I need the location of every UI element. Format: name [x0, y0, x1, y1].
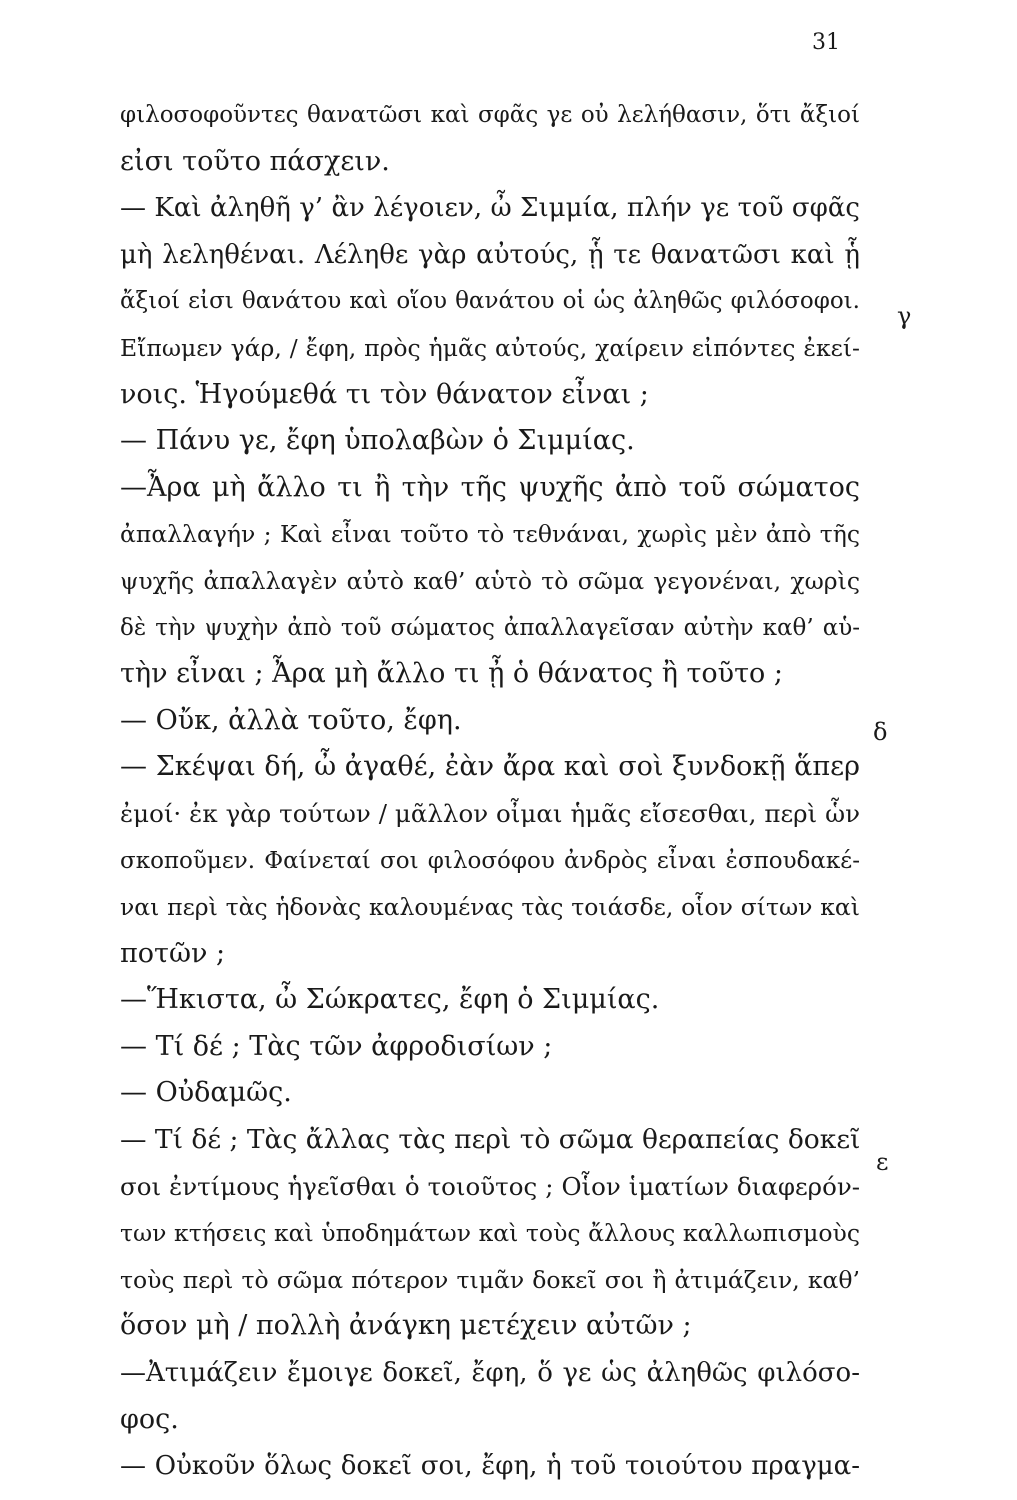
- text-line: ὅσον μὴ / πολλὴ ἀνάγκη μετέχειν αὐτῶν ;: [120, 1310, 692, 1342]
- text-line: — Τί δέ ; Τὰς ἄλλας τὰς περὶ τὸ σῶμα θεραπείας δοκεῖ: [120, 1124, 861, 1156]
- text-line: —Ἀτιμάζειν ἔμοιγε δοκεῖ, ἔφη, ὅ γε ὡς ἀληθῶς φιλόσο-: [120, 1358, 860, 1389]
- text-body: [120, 92, 860, 1490]
- text-line: — Τί δέ ; Τὰς τῶν ἀφροδισίων ;: [120, 1030, 553, 1062]
- text-line: — Καὶ ἀληθῆ γ’ ἂν λέγοιεν, ὦ Σιμμία, πλήν γε τοῦ σφᾶς: [120, 193, 860, 224]
- text-line: νοις. Ἡγούμεθά τι τὸν θάνατον εἶναι ;: [120, 378, 649, 410]
- text-line: —Ἆρα μὴ ἄλλο τι ἢ τὴν τῆς ψυχῆς ἀπὸ τοῦ σώματος: [120, 471, 860, 503]
- text-line: Εἴπωμεν γάρ, / ἔφη, πρὸς ἡμᾶς αὐτούς, χαίρειν εἰπόντες ἐκεί-: [120, 333, 860, 362]
- text-line: ἐμοί· ἐκ γὰρ τούτων / μᾶλλον οἶμαι ἡμᾶς εἴσεσθαι, περὶ ὧν: [120, 798, 860, 828]
- text-line: — Σκέψαι δή, ὦ ἀγαθέ, ἐὰν ἄρα καὶ σοὶ ξυνδοκῇ ἅπερ: [120, 751, 860, 783]
- text-line: φος.: [120, 1403, 179, 1435]
- text-line: σοι ἐντίμους ἡγεῖσθαι ὁ τοιοῦτος ; Οἷον ἱματίων διαφερόν-: [120, 1171, 860, 1201]
- text-line: — Οὔκ, ἀλλὰ τοῦτο, ἔφη.: [120, 704, 462, 736]
- text-line: φιλοσοφοῦντες θανατῶσι καὶ σφᾶς γε οὐ λελήθασιν, ὅτι ἄξιοί: [120, 102, 860, 128]
- text-line: ψυχῆς ἀπαλλαγὲν αὐτὸ καθ’ αὑτὸ τὸ σῶμα γεγονέναι, χωρὶς: [120, 566, 860, 595]
- text-line: — Οὐκοῦν ὅλως δοκεῖ σοι, ἔφη, ἡ τοῦ τοιούτου πραγμα-: [120, 1451, 860, 1482]
- margin-marker-gamma: γ: [897, 302, 912, 330]
- text-line: σκοποῦμεν. Φαίνεταί σοι φιλοσόφου ἀνδρὸς εἶναι ἐσπουδακέ-: [120, 847, 860, 874]
- text-line: δὲ τὴν ψυχὴν ἀπὸ τοῦ σώματος ἀπαλλαγεῖσαν αὐτὴν καθ’ αὑ-: [120, 614, 860, 641]
- margin-marker-delta: δ: [873, 718, 888, 746]
- text-line: ναι περὶ τὰς ἡδονὰς καλουμένας τὰς τοιάσδε, οἷον σίτων καὶ: [120, 893, 860, 922]
- text-line: τοὺς περὶ τὸ σῶμα πότερον τιμᾶν δοκεῖ σοι ἢ ἀτιμάζειν, καθ’: [120, 1265, 860, 1294]
- text-line: τὴν εἶναι ; Ἆρα μὴ ἄλλο τι ᾖ ὁ θάνατος ἢ τοῦτο ;: [120, 658, 783, 690]
- margin-marker-epsilon: ε: [876, 1148, 889, 1176]
- text-line: — Οὐδαμῶς.: [120, 1077, 292, 1109]
- page-number: 31: [812, 30, 840, 55]
- text-line: ἀπαλλαγήν ; Καὶ εἶναι τοῦτο τὸ τεθνάναι, χωρὶς μὲν ἀπὸ τῆς: [120, 520, 860, 549]
- text-line: ἄξιοί εἰσι θανάτου καὶ οἵου θανάτου οἱ ὡς ἀληθῶς φιλόσοφοι.: [120, 288, 860, 315]
- text-line: —Ἥκιστα, ὦ Σώκρατες, ἔφη ὁ Σιμμίας.: [120, 984, 660, 1016]
- text-line: — Πάνυ γε, ἔφη ὑπολαβὼν ὁ Σιμμίας.: [120, 425, 635, 457]
- text-line: εἰσι τοῦτο πάσχειν.: [120, 145, 390, 177]
- text-line: των κτήσεις καὶ ὑποδημάτων καὶ τοὺς ἄλλους καλλωπισμοὺς: [120, 1219, 860, 1248]
- text-line: ποτῶν ;: [120, 937, 226, 969]
- text-line: μὴ λεληθέναι. Λέληθε γὰρ αὐτούς, ᾗ τε θανατῶσι καὶ ᾗ: [120, 239, 860, 270]
